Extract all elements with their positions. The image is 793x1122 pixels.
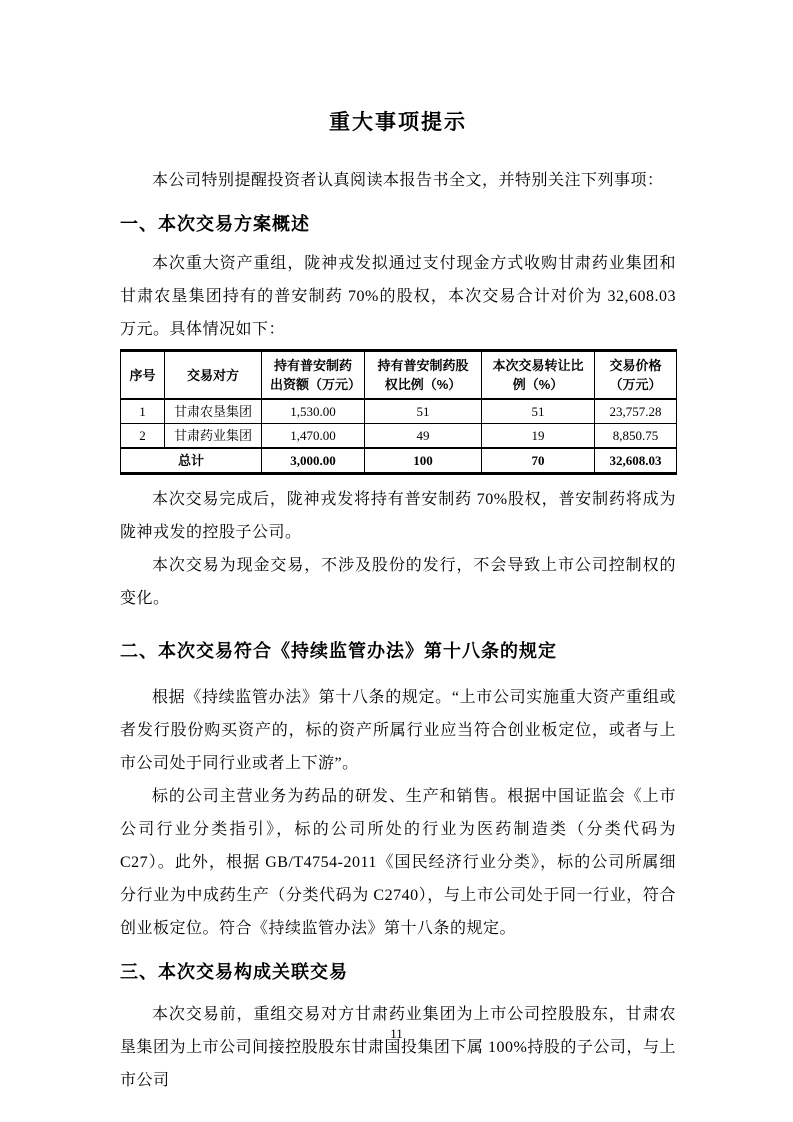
table-cell: 51	[365, 399, 482, 424]
header-cell-counterparty: 交易对方	[165, 351, 262, 400]
section-2-paragraph-industry: 标的公司主营业务为药品的研发、生产和销售。根据中国证监会《上市公司行业分类指引》，标的公司所处的行业为医药制造类（分类代码为 C27）。此外，根据 GB/T4754-2011《国民经济行业分类》，标的公司所属细分行业为中成药生产（分类代码为 C2740），与上市公司处于同一行业，符合创业板定位。符合《持续监管办法》第十八条的规定。	[120, 788, 676, 937]
header-cell-contribution: 持有普安制药出资额（万元）	[262, 351, 365, 400]
section-1-heading: 一、本次交易方案概述	[120, 214, 310, 234]
table-total-row	[121, 448, 677, 474]
table-cell: 1,470.00	[262, 424, 365, 449]
table-cell: 51	[482, 399, 595, 424]
table-cell: 8,850.75	[595, 424, 677, 449]
document-content	[120, 0, 676, 1097]
header-cell-transfer-ratio: 本次交易转让比例（%）	[482, 351, 595, 400]
section-1-paragraph-scheme: 本次重大资产重组，陇神戎发拟通过支付现金方式收购甘肃药业集团和甘肃农垦集团持有的普安制药 70%的股权，本次交易合计对价为 32,608.03 万元。具体情况如下：	[120, 255, 676, 338]
header-cell-price: 交易价格（万元）	[595, 351, 677, 400]
header-cell-equity-ratio: 持有普安制药股权比例（%）	[365, 351, 482, 400]
header-cell-serial: 序号	[121, 351, 165, 400]
table-header-row	[121, 351, 677, 400]
total-cell: 70	[482, 448, 595, 474]
section-2-heading: 二、本次交易符合《持续监管办法》第十八条的规定	[120, 641, 557, 661]
table-cell: 2	[121, 424, 165, 449]
table-cell: 1,530.00	[262, 399, 365, 424]
section-3-heading: 三、本次交易构成关联交易	[120, 962, 348, 982]
total-cell: 32,608.03	[595, 448, 677, 474]
table-cell: 49	[365, 424, 482, 449]
section-1-paragraph-result: 本次交易完成后，陇神戎发将持有普安制药 70%股权，普安制药将成为陇神戎发的控股子公司。	[120, 491, 676, 541]
table-row-2	[121, 424, 677, 449]
table-cell: 19	[482, 424, 595, 449]
table-cell: 23,757.28	[595, 399, 677, 424]
document-title: 重大事项提示	[329, 111, 467, 134]
table-row-1	[121, 399, 677, 424]
table-cell: 1	[121, 399, 165, 424]
intro-paragraph: 本公司特别提醒投资者认真阅读本报告书全文，并特别关注下列事项：	[152, 172, 664, 189]
table-cell: 甘肃药业集团	[165, 424, 262, 449]
section-1-paragraph-cash: 本次交易为现金交易，不涉及股份的发行，不会导致上市公司控制权的变化。	[120, 557, 676, 607]
section-3-paragraph: 本次交易前，重组交易对方甘肃药业集团为上市公司控股股东，甘肃农垦集团为上市公司间接控股股东甘肃国投集团下属 100%持股的子公司，与上市公司	[120, 1006, 676, 1089]
transaction-table	[120, 349, 677, 475]
table-cell: 甘肃农垦集团	[165, 399, 262, 424]
total-label-cell: 总计	[121, 448, 262, 474]
section-2-paragraph-rule: 根据《持续监管办法》第十八条的规定。“上市公司实施重大资产重组或者发行股份购买资产的，标的资产所属行业应当符合创业板定位，或者与上市公司处于同行业或者上下游”。	[120, 689, 676, 772]
total-cell: 3,000.00	[262, 448, 365, 474]
total-cell: 100	[365, 448, 482, 474]
page-number: 11	[390, 1026, 403, 1041]
